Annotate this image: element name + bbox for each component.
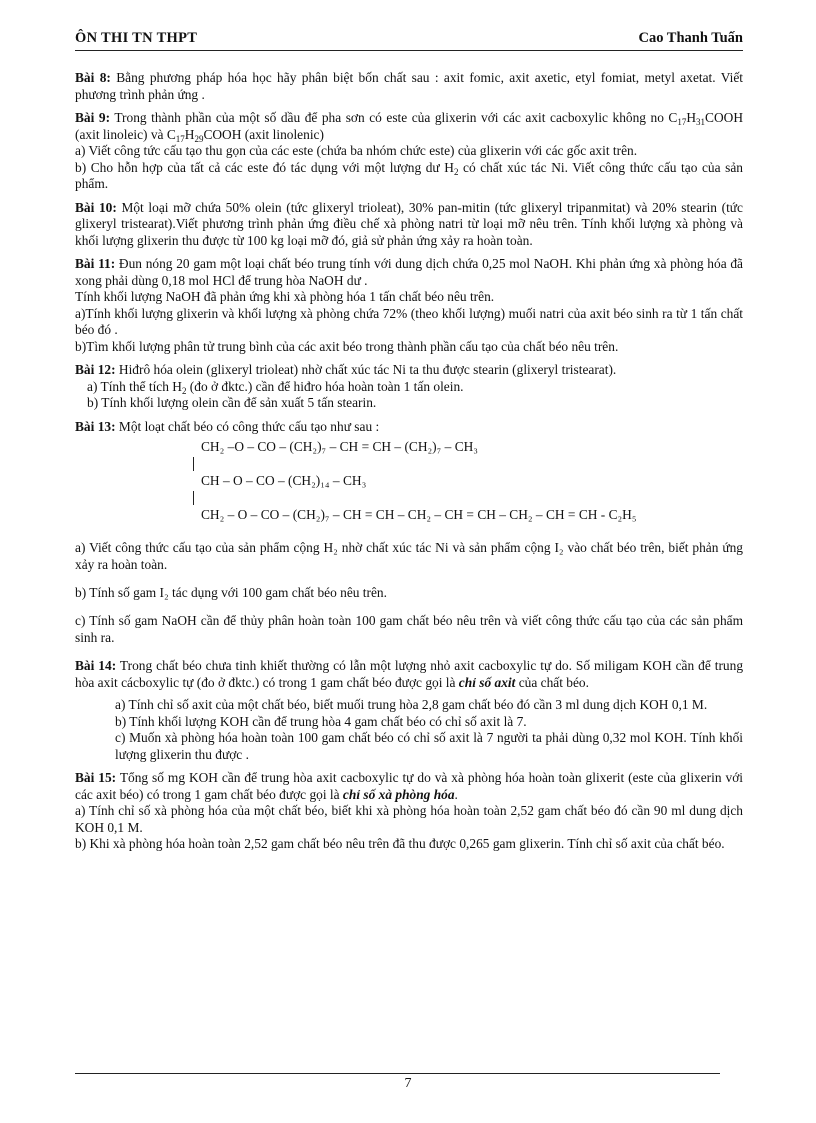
- problem-11: [75, 256, 743, 355]
- problem-10: [75, 200, 743, 250]
- subscript: 17: [175, 133, 185, 144]
- footer-rule: [75, 1073, 720, 1074]
- problem-text: Hiđrô hóa olein (glixeryl trioleat) nhờ chất xúc tác Ni ta thu được stearin (glixeryl tristearat).: [118, 362, 617, 377]
- question-b: b) Khi xà phòng hóa hoàn toàn 2,52 gam chất béo nêu trên đã thu được 0,265 gam glixerin. Tính chỉ số axit của chất béo.: [75, 836, 725, 851]
- subscript: 2: [181, 385, 187, 396]
- problem-8: [75, 70, 743, 103]
- question-b: b) Tính số gam I₂ tác dụng với 100 gam chất béo nêu trên.: [75, 585, 387, 600]
- question-a: a) Viết công tức cấu tạo thu gọn của các este (chứa ba nhóm chức este) của glixerin với các gốc axit trên.: [75, 143, 638, 158]
- problem-14: [75, 658, 743, 763]
- structural-formula: [75, 439, 743, 531]
- problem-text: Bằng phương pháp hóa học hãy phân biệt bốn chất sau : axit fomic, axit axetic, etyl fomiat, metyl axetat. Viết phương trình phản ứng .: [75, 70, 743, 102]
- problem-text: Đun nóng 20 gam một loại chất béo trung tính với dung dịch chứa 0,25 mol NaOH. Khi phản ứng xà phòng hóa đã xong phải dùng 0,18 mol HCl để trung hòa NaOH dư .: [75, 256, 743, 288]
- problem-15: [75, 770, 743, 853]
- problem-label: Bài 8:: [75, 70, 111, 85]
- question-text: (đo ở đktc.) cần để hiđro hóa hoàn toàn 1 tấn olein.: [186, 378, 464, 394]
- problem-text: Trong thành phần của một số dầu để pha sơn có este của glixerin với các axit cacboxylic không no C: [114, 110, 678, 125]
- formula-part: H: [184, 126, 195, 142]
- question-b: b) Tính khối lượng olein cần để sản xuất 5 tấn stearin.: [87, 395, 377, 410]
- problem-text: Một loạt chất béo có công thức cấu tạo như sau :: [118, 418, 380, 434]
- question-text: a) Tính thể tích H: [87, 378, 182, 394]
- problem-9: [75, 110, 743, 193]
- problem-12: [75, 362, 743, 412]
- problem-text: .: [454, 786, 458, 802]
- question-b: b)Tìm khối lượng phân tử trung bình của các axit béo trong thành phần cấu tạo của chất béo nêu trên.: [75, 338, 619, 354]
- formula-part: H: [686, 110, 697, 125]
- problem-text: Tổng số mg KOH cần để trung hòa axit cacboxylic tự do và xà phòng hóa hoàn toàn glixerit (este của glixerin với các axit béo) có trong 1 gam chất béo được gọi là: [75, 770, 743, 802]
- header-title: ÔN THI TN THPT: [75, 30, 198, 46]
- problem-label: Bài 13:: [75, 418, 116, 434]
- question-a: a) Tính chỉ số axit của một chất béo, biết muối trung hòa 2,8 gam chất béo đó cần 3 ml dung dịch KOH 0,1 M.: [115, 697, 708, 712]
- formula-part: COOH (axit linoleic) và C: [75, 110, 743, 142]
- problem-label: Bài 14:: [75, 658, 117, 673]
- question-a: a) Viết công thức cấu tạo của sản phẩm cộng H₂ nhờ chất xúc tác Ni và sản phẩm cộng I₂ vào chất béo trên, biết phản ứng xảy ra hoàn toàn.: [75, 540, 743, 572]
- formula-line-1: CH₂ –O – CO – (CH₂)₇ – CH = CH – (CH₂)₇ – CH₃: [201, 439, 478, 454]
- question-a: [75, 379, 743, 396]
- formula-line-2: CH – O – CO – (CH₂)₁₄ – CH₃: [201, 473, 367, 488]
- problem-label: Bài 11:: [75, 256, 116, 271]
- problem-label: Bài 12:: [75, 362, 116, 377]
- bond-line: [193, 491, 194, 505]
- formula-part: COOH (axit linolenic): [203, 126, 324, 142]
- question-b: [75, 160, 743, 193]
- problem-text: Trong chất béo chưa tinh khiết thường có lẫn một lượng nhỏ axit cacboxylic tự do. Số miligam KOH cần để trung hòa axit cácboxylic tự (đo ở đktc.) có trong 1 gam chất béo được gọi là: [75, 658, 744, 690]
- question-a: a) Tính chỉ số xà phòng hóa của một chất béo, biết khi xà phòng hóa hoàn toàn 2,52 gam chất béo đó cần 90 ml dung dịch KOH 0,1 M.: [75, 803, 743, 835]
- question-text: b) Cho hỗn hợp của tất cả các este đó tác dụng với một lượng dư H: [75, 159, 454, 175]
- question-a: a)Tính khối lượng glixerin và khối lượng xà phòng chứa 72% (theo khối lượng) muối natri của axit béo sinh ra từ 1 tấn chất béo đó .: [75, 305, 743, 337]
- subscript: 2: [453, 166, 459, 177]
- header-author: Cao Thanh Tuấn: [638, 30, 743, 46]
- defined-term: chỉ số axit: [458, 674, 516, 690]
- problem-13: [75, 419, 743, 436]
- bond-line: [193, 457, 194, 471]
- problem-text: của chất béo.: [515, 674, 589, 690]
- problem-label: Bài 15:: [75, 770, 117, 785]
- problem-text-line2: Tính khối lượng NaOH đã phản ứng khi xà phòng hóa 1 tấn chất béo nêu trên.: [75, 289, 495, 304]
- page-header: [75, 30, 743, 51]
- subscript: 31: [696, 117, 706, 127]
- question-text: có chất xúc tác Ni. Viết công thức cấu tạo của sản phẩm.: [75, 159, 743, 191]
- subscript: 29: [194, 133, 204, 144]
- page-number: 7: [404, 1076, 412, 1091]
- problem-label: Bài 10:: [75, 199, 117, 215]
- question-b: b) Tính khối lượng KOH cần để trung hòa 4 gam chất béo có chỉ số axit là 7.: [115, 713, 527, 729]
- problem-label: Bài 9:: [75, 110, 111, 125]
- document-body: [75, 70, 743, 860]
- question-c: c) Muốn xà phòng hóa hoàn toàn 100 gam chất béo có chỉ số axit là 7 người ta phải dùng 0,32 mol KOH. Tính khối lượng glixerin thu được .: [115, 730, 743, 762]
- formula-line-3: CH₂ – O – CO – (CH₂)₇ – CH = CH – CH₂ – CH = CH – CH₂ – CH = CH - C₂H₅: [201, 507, 637, 522]
- subscript: 17: [677, 117, 687, 127]
- question-c: c) Tính số gam NaOH cần để thủy phân hoàn toàn 100 gam chất béo nêu trên và viết công thức cấu tạo của các sản phẩm sinh ra.: [75, 613, 743, 645]
- defined-term: chỉ số xà phòng hóa: [342, 786, 455, 802]
- problem-text: Một loại mỡ chứa 50% olein (tức glixeryl trioleat), 30% pan-mitin (tức glixeryl tripanmitat) và 20% stearin (tức glixeryl tristearat).Viết phương trình phản ứng điều chế xà phòng natri từ loại mỡ nêu trên. Tính khối lượng xà phòng và khối lượng glixerin thu được từ 100 kg loại mỡ đó, giả sử phản ứng xảy ra hoàn toàn.: [75, 199, 743, 248]
- problem-13-questions: [75, 539, 743, 646]
